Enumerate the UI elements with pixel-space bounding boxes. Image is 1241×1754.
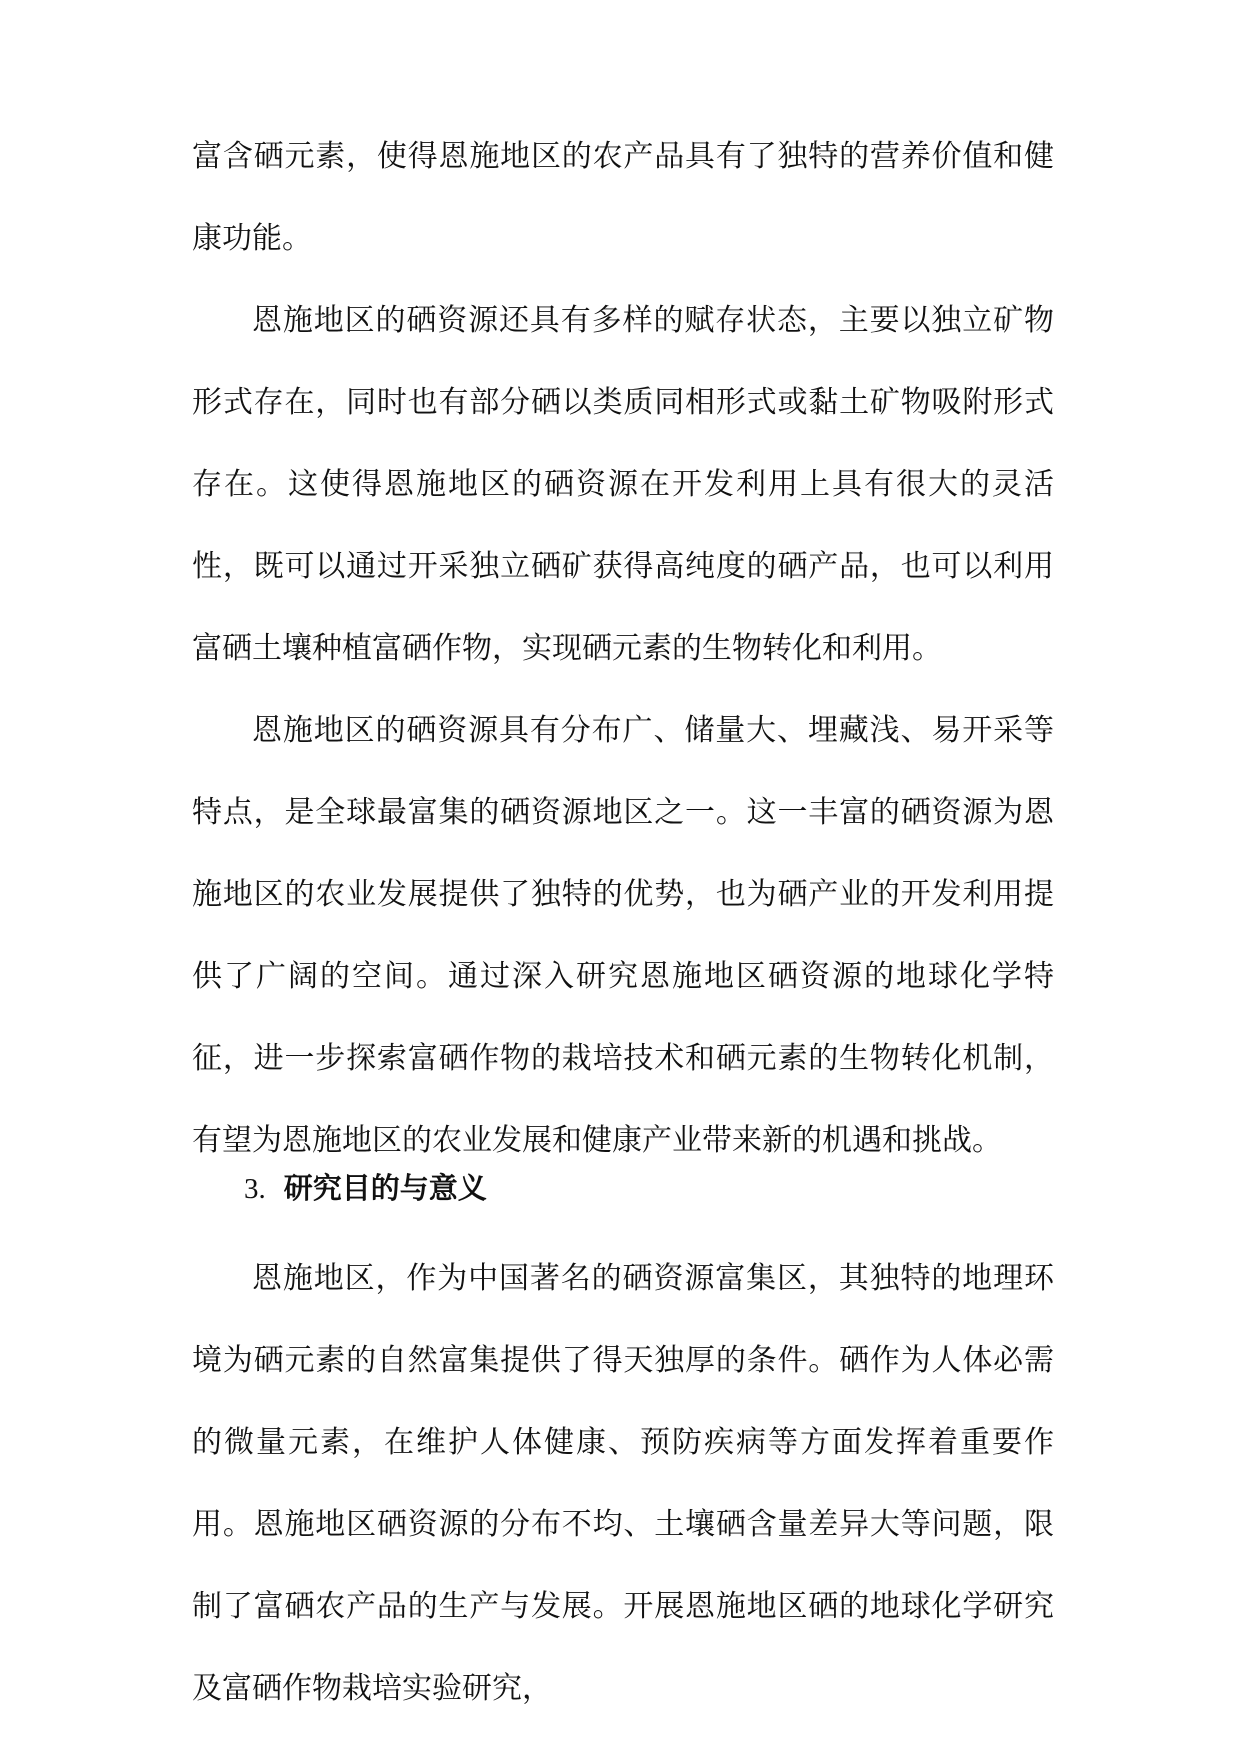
body-text-bottom	[192, 1238, 1054, 1730]
paragraph-research-purpose: 恩施地区，作为中国著名的硒资源富集区，其独特的地理环境为硒元素的自然富集提供了得天独厚的条件。硒作为人体必需的微量元素，在维护人体健康、预防疾病等方面发挥着重要作用。恩施地区硒资源的分布不均、土壤硒含量差异大等问题，限制了富硒农产品的生产与发展。开展恩施地区硒的地球化学研究及富硒作物栽培实验研究，	[192, 1261, 1054, 1706]
paragraph-continued: 富含硒元素，使得恩施地区的农产品具有了独特的营养价值和健康功能。	[192, 139, 1054, 256]
body-text-top	[192, 116, 1054, 1182]
paragraph-selenium-occurrence: 恩施地区的硒资源还具有多样的赋存状态，主要以独立矿物形式存在，同时也有部分硒以类质同相形式或黏土矿物吸附形式存在。这使得恩施地区的硒资源在开发利用上具有很大的灵活性，既可以通过开采独立硒矿获得高纯度的硒产品，也可以利用富硒土壤种植富硒作物，实现硒元素的生物转化和利用。	[192, 303, 1054, 666]
section-number: 3.	[244, 1173, 266, 1205]
paragraph-selenium-features: 恩施地区的硒资源具有分布广、储量大、埋藏浅、易开采等特点，是全球最富集的硒资源地区之一。这一丰富的硒资源为恩施地区的农业发展提供了独特的优势，也为硒产业的开发利用提供了广阔的空间。通过深入研究恩施地区硒资源的地球化学特征，进一步探索富硒作物的栽培技术和硒元素的生物转化机制，有望为恩施地区的农业发展和健康产业带来新的机遇和挑战。	[192, 713, 1054, 1158]
section-title: 研究目的与意义	[283, 1171, 487, 1205]
section-heading	[244, 1158, 487, 1219]
